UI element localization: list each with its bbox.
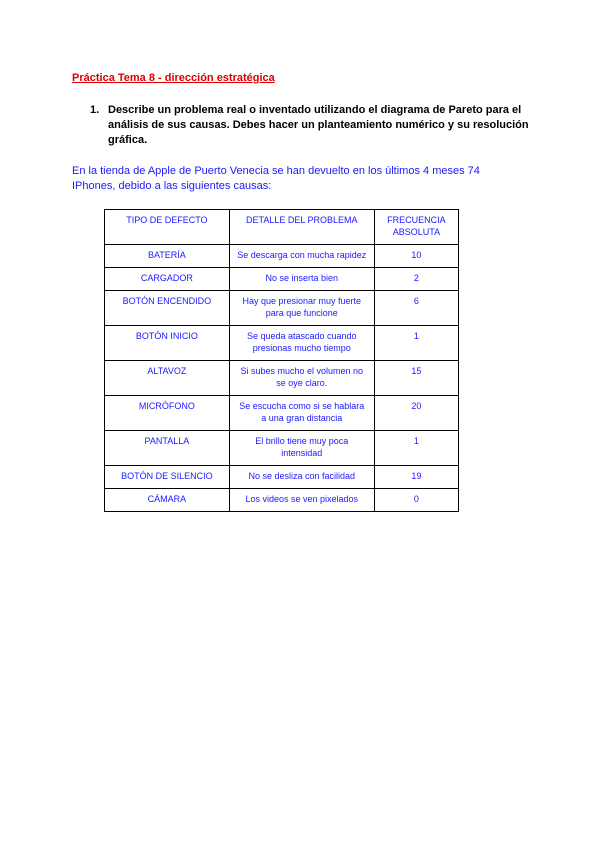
intro-paragraph: En la tienda de Apple de Puerto Venecia se han devuelto en los últimos 4 meses 74 IPhones, debido a las siguientes causas: — [72, 165, 480, 192]
cell-tipo-defecto: BOTÓN INICIO — [105, 326, 230, 361]
cell-tipo-defecto: BOTÓN DE SILENCIO — [105, 466, 230, 489]
cell-detalle-problema: Si subes mucho el volumen no se oye claro. — [229, 361, 374, 396]
cell-detalle-problema: Se escucha como si se hablara a una gran distancia — [229, 396, 374, 431]
cell-frecuencia: 1 — [374, 326, 458, 361]
cell-frecuencia: 6 — [374, 291, 458, 326]
cell-detalle-problema: Hay que presionar muy fuerte para que funcione — [229, 291, 374, 326]
header-frecuencia-absoluta: FRECUENCIA ABSOLUTA — [374, 210, 458, 245]
table-row — [105, 396, 459, 431]
cell-tipo-defecto: CÁMARA — [105, 489, 230, 512]
table-row — [105, 361, 459, 396]
table-row — [105, 268, 459, 291]
cell-frecuencia: 0 — [374, 489, 458, 512]
cell-tipo-defecto: ALTAVOZ — [105, 361, 230, 396]
cell-frecuencia: 19 — [374, 466, 458, 489]
table-header-row — [105, 210, 459, 245]
question-text: Describe un problema real o inventado utilizando el diagrama de Pareto para el análisis de sus causas. Debes hacer un planteamiento numérico y su resolución gráfica. — [108, 104, 529, 146]
question-number: 1. — [90, 104, 100, 116]
cell-tipo-defecto: MICRÓFONO — [105, 396, 230, 431]
cell-tipo-defecto: BATERÍA — [105, 245, 230, 268]
table-row — [105, 245, 459, 268]
cell-tipo-defecto: CARGADOR — [105, 268, 230, 291]
table-row — [105, 326, 459, 361]
cell-detalle-problema: El brillo tiene muy poca intensidad — [229, 431, 374, 466]
cell-frecuencia: 20 — [374, 396, 458, 431]
table-row — [105, 489, 459, 512]
defects-table — [104, 209, 459, 512]
cell-frecuencia: 1 — [374, 431, 458, 466]
cell-detalle-problema: Los videos se ven pixelados — [229, 489, 374, 512]
cell-detalle-problema: Se queda atascado cuando presionas mucho tiempo — [229, 326, 374, 361]
cell-detalle-problema: Se descarga con mucha rapidez — [229, 245, 374, 268]
page-title: Práctica Tema 8 - dirección estratégica — [72, 72, 275, 84]
table-row — [105, 466, 459, 489]
cell-frecuencia: 2 — [374, 268, 458, 291]
question — [90, 103, 540, 148]
header-tipo-defecto: TIPO DE DEFECTO — [105, 210, 230, 245]
header-detalle-problema: DETALLE DEL PROBLEMA — [229, 210, 374, 245]
cell-frecuencia: 15 — [374, 361, 458, 396]
cell-frecuencia: 10 — [374, 245, 458, 268]
table-row — [105, 431, 459, 466]
cell-tipo-defecto: BOTÓN ENCENDIDO — [105, 291, 230, 326]
table-row — [105, 291, 459, 326]
cell-tipo-defecto: PANTALLA — [105, 431, 230, 466]
cell-detalle-problema: No se desliza con facilidad — [229, 466, 374, 489]
defects-table-body — [105, 245, 459, 512]
cell-detalle-problema: No se inserta bien — [229, 268, 374, 291]
